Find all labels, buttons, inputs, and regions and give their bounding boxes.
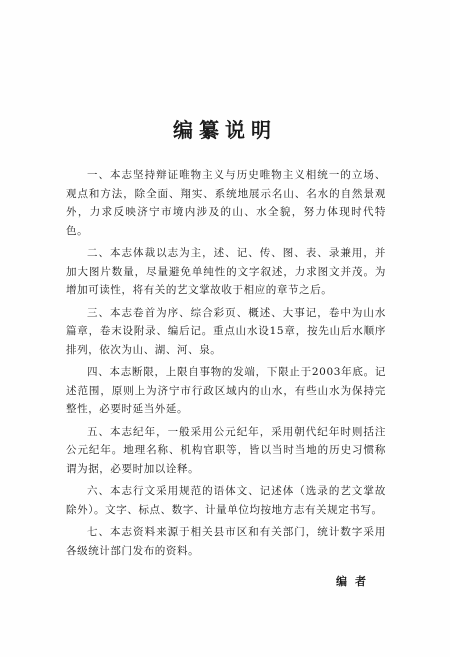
document-body [66, 166, 386, 564]
paragraph-3: 三、本志卷首为序、综合彩页、概述、大事记，卷中为山水篇章，卷末设附录、编后记。重点山水设15章，按先山后水顺序排列，依次为山、湖、河、泉。 [66, 306, 386, 356]
paragraph-2: 二、本志体裁以志为主，述、记、传、图、表、录兼用，并加大图片数量，尽量避免单纯性的文字叙述，力求图文并茂。为增加可读性，将有关的艺文掌故收于相应的章节之后。 [66, 247, 386, 296]
signature: 编者 [336, 575, 374, 588]
page-title: 编纂说明 [173, 118, 277, 142]
paragraph-7: 七、本志资料来源于相关县市区和有关部门，统计数字采用各级统计部门发布的资料。 [66, 526, 386, 557]
paragraph-5: 五、本志纪年，一般采用公元纪年，采用朝代纪年时则括注公元纪年。地理名称、机构官职等，皆以当时当地的历史习惯称谓为据，必要时加以诠释。 [66, 425, 386, 475]
paragraph-6: 六、本志行文采用规范的语体文、记述体（选录的艺文掌故除外）。文字、标点、数字、计量单位均按地方志有关规定书写。 [66, 485, 386, 516]
paragraph-4: 四、本志断限，上限自事物的发端，下限止于2003年底。记述范围，原则上为济宁市行政区域内的山水，有些山水为保持完整性，必要时延当外延。 [66, 366, 386, 415]
paragraph-1: 一、本志坚持辩证唯物主义与历史唯物主义相统一的立场、观点和方法，除全面、翔实、系统地展示名山、名水的自然景观外，力求反映济宁市境内涉及的山、水全貌，努力体现时代特色。 [66, 169, 386, 237]
